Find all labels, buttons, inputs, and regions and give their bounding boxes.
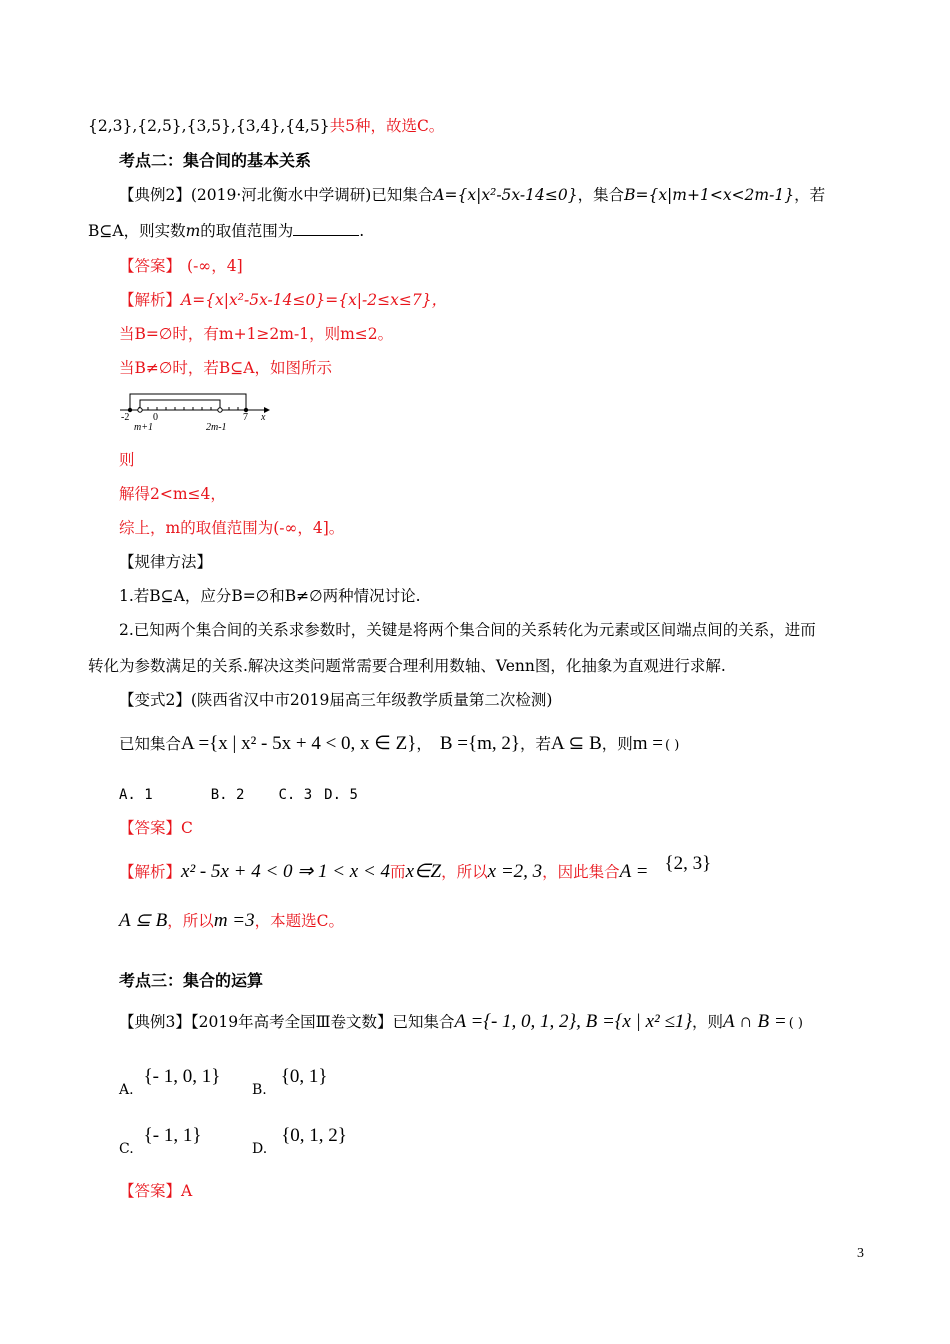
section-heading-2: 考点二：集合间的基本关系: [119, 151, 312, 170]
variant-2-options: [119, 785, 358, 805]
solution-text: ，所以: [441, 863, 488, 881]
example-2-line-2: [88, 221, 364, 241]
method-rule-2: 2.已知两个集合间的关系求参数时，关键是将两个集合间的关系转化为元素或区间端点间的关系，进而: [119, 621, 816, 639]
set-b-definition: B={x|m+1<x<2m-1}: [624, 186, 795, 204]
solution-2-line-6: 综上，m的取值范围为(-∞，4]。: [119, 519, 345, 537]
answer-value: C: [181, 819, 193, 837]
set-b-bracket: [140, 400, 220, 410]
answer-paren: ( ): [665, 738, 680, 753]
membership-expression: x∈Z: [405, 861, 442, 882]
set-b-expression: B ={m, 2}: [439, 733, 520, 754]
variant-2-header: [119, 690, 552, 710]
set-a-expression: A ={x | x² - 5x + 4 < 0, x ∈ Z}: [181, 733, 417, 754]
axis-label-x: x: [261, 412, 266, 423]
example-text: 已知集合: [371, 186, 434, 204]
option-c: C. 3: [278, 787, 313, 803]
inequality-expression: x² - 5x + 4 < 0 ⇒ 1 < x < 4: [181, 861, 391, 882]
method-rule-1: 1.若B⊆A，应分B=∅和B≠∅两种情况讨论.: [119, 587, 421, 605]
set-a-value: {2, 3}: [664, 853, 712, 874]
option-b-value: {0, 1}: [280, 1066, 328, 1087]
answer-value: A: [181, 1182, 193, 1200]
answer-label: 【答案】: [119, 1182, 182, 1200]
question-text: ，则: [601, 735, 633, 753]
period: .: [359, 222, 365, 240]
variable-m: m: [185, 222, 201, 240]
method-label: 【规律方法】: [119, 553, 213, 571]
solution-label: 【解析】: [119, 291, 182, 309]
subset-relation: A ⊆ B: [119, 910, 168, 931]
example-label: 【典例2】: [119, 186, 191, 204]
set-b-left-point: [138, 408, 142, 412]
example-2-line-1: [119, 185, 825, 205]
solution-text: 而: [390, 863, 406, 881]
subset-list: {2,3},{2,5},{3,5},{3,4},{4,5}: [88, 117, 330, 135]
solution-2-line-5: 解得2<m≤4，: [119, 485, 226, 503]
option-c-letter: C.: [119, 1141, 134, 1157]
example-source: 【2019年高考全国Ⅲ卷文数】: [190, 1013, 393, 1031]
example-label: 【典例3】: [119, 1013, 191, 1031]
tick-label-0: 0: [153, 412, 158, 423]
answer-2: [119, 256, 243, 276]
answer-value: (-∞，4]: [187, 257, 243, 275]
example-text: 的取值范围为: [200, 222, 294, 240]
example-text: ，若: [794, 186, 826, 204]
solution-text: ，所以: [167, 912, 214, 930]
set-a-label: A =: [619, 861, 649, 882]
example-text: ，则: [692, 1013, 724, 1031]
option-a-letter: A.: [119, 1082, 134, 1098]
answer-continuation: [88, 116, 444, 136]
method-rule-2-cont: 转化为参数满足的关系.解决这类问题常需要合理利用数轴、Venn图，化抽象为直观进行求解.: [88, 657, 726, 675]
solution-label: 【解析】: [119, 863, 182, 881]
option-a-value: {- 1, 0, 1}: [143, 1066, 221, 1087]
label-2m-minus-1: 2m-1: [206, 422, 227, 433]
solution-2-line-1: [119, 290, 447, 310]
x-values-expression: x =2, 3: [487, 861, 543, 882]
label-m-plus-1: m+1: [134, 422, 153, 433]
answer-label: 【答案】: [119, 257, 182, 275]
answer-variant-2: [119, 818, 193, 838]
solution-variant-2-line-2: [119, 911, 344, 931]
question-text: 已知集合: [119, 735, 182, 753]
example-3-options-row-1: [119, 1066, 221, 1098]
section-heading-3: 考点三：集合的运算: [119, 971, 264, 990]
answer-label: 【答案】: [119, 819, 182, 837]
option-d: D. 5: [324, 787, 358, 803]
sets-expression: A ={- 1, 0, 1, 2}, B ={x | x² ≤1}: [454, 1011, 692, 1032]
conclusion-text: 共5种，故选C。: [329, 117, 445, 135]
subset-relation: A ⊆ B: [551, 733, 602, 754]
example-source: (2019·河北衡水中学调研): [190, 186, 372, 204]
option-b: B. 2: [210, 787, 245, 803]
question-text: ，: [416, 735, 432, 753]
variant-label: 【变式2】: [119, 691, 191, 709]
answer-paren: ( ): [788, 1016, 803, 1031]
option-d-letter: D.: [252, 1141, 268, 1157]
option-d-value: {0, 1, 2}: [281, 1125, 347, 1146]
example-3-question: [119, 1012, 803, 1034]
answer-3: [119, 1181, 192, 1201]
page-number: 3: [857, 1246, 864, 1261]
answer-blank: [293, 221, 359, 236]
number-line-diagram: [118, 390, 278, 438]
solution-variant-2-line-1: [119, 853, 712, 882]
example-3-options-row-2: [119, 1125, 202, 1157]
option-c-value: {- 1, 1}: [143, 1125, 202, 1146]
solution-2-line-3: 当B≠∅时，若B⊆A，如图所示: [119, 359, 332, 377]
example-text: 已知集合: [392, 1013, 455, 1031]
example-3-option-b: [252, 1066, 328, 1098]
m-value: m =3: [213, 910, 255, 931]
intersection-expression: A ∩ B =: [723, 1011, 787, 1032]
variant-source: (陕西省汉中市2019届高三年级教学质量第二次检测): [190, 691, 553, 709]
tick-label-7: 7: [243, 412, 248, 423]
option-a: A. 1: [119, 787, 153, 803]
solution-text: A={x|x²-5x-14≤0}={x|-2≤x≤7}，: [181, 291, 448, 309]
set-a-definition: A={x|x²-5x-14≤0}: [433, 186, 578, 204]
option-b-letter: B.: [252, 1082, 267, 1098]
variable-m: m =: [632, 733, 664, 754]
example-3-option-d: [252, 1125, 347, 1157]
solution-text: ，因此集合: [542, 863, 620, 881]
solution-2-line-4: 则: [119, 451, 135, 469]
example-text: ，集合: [577, 186, 625, 204]
solution-2-line-2: 当B=∅时，有m+1≥2m-1，则m≤2。: [119, 325, 394, 343]
set-b-right-point: [218, 408, 222, 412]
example-text: B⊆A，则实数: [88, 222, 186, 240]
tick-label-minus-2: -2: [121, 412, 130, 423]
solution-text: ，本题选C。: [254, 912, 344, 930]
question-text: ，若: [519, 735, 551, 753]
variant-2-question: [119, 734, 679, 756]
